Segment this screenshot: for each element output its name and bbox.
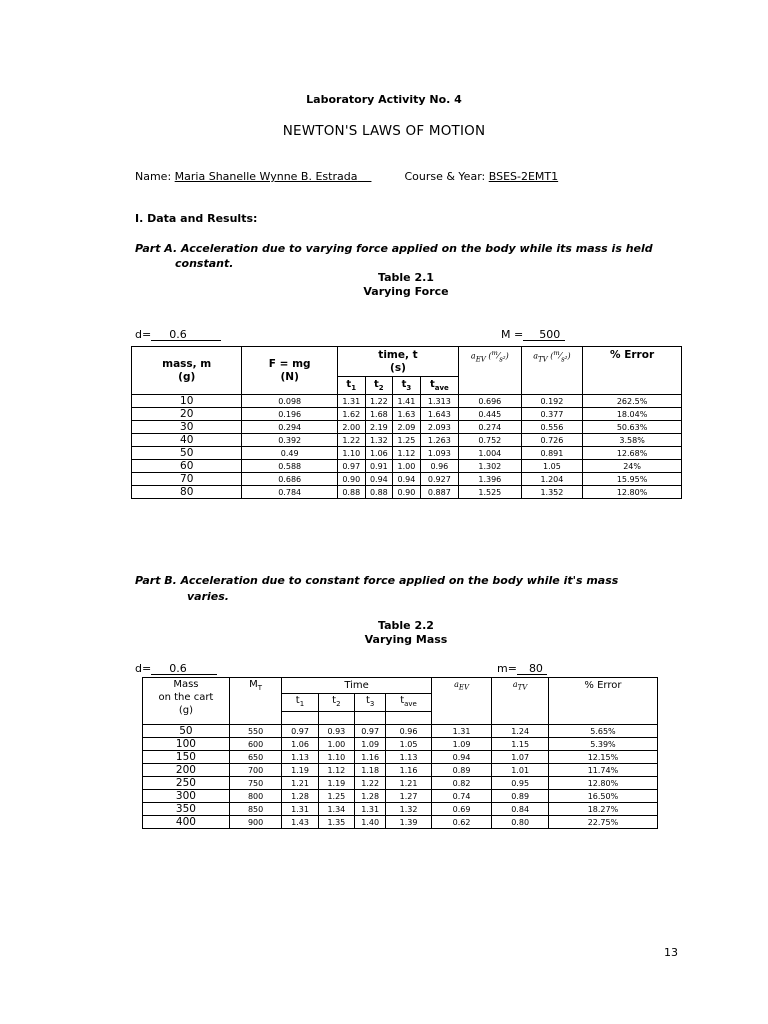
cell-atv: 1.05 xyxy=(521,460,583,473)
cell-force: 0.392 xyxy=(242,434,338,447)
page-number: 13 xyxy=(664,946,678,959)
cell-t3: 1.28 xyxy=(355,790,386,803)
cell-error: 262.5% xyxy=(583,395,682,408)
cell-aev: 1.302 xyxy=(459,460,522,473)
cell-mass: 80 xyxy=(132,486,242,499)
cell-atv: 1.01 xyxy=(492,764,549,777)
cell-t3: 1.63 xyxy=(393,408,421,421)
header-t3: $t_3$ xyxy=(393,377,421,395)
cell-force: 0.098 xyxy=(242,395,338,408)
cell-atv: 0.726 xyxy=(521,434,583,447)
cell-t3: 1.12 xyxy=(393,447,421,460)
cell-aev: 0.89 xyxy=(431,764,492,777)
header-t1: $t_1$ xyxy=(337,377,365,395)
cell-mass: 10 xyxy=(132,395,242,408)
cell-t3: 1.31 xyxy=(355,803,386,816)
name-label: Name: xyxy=(135,170,172,183)
cell-mass: 400 xyxy=(143,816,230,829)
cell-tave: 1.27 xyxy=(386,790,431,803)
cell-tave: 1.39 xyxy=(386,816,431,829)
cell-MT: 600 xyxy=(229,738,282,751)
table-varying-mass xyxy=(142,677,658,829)
cell-atv: 0.891 xyxy=(521,447,583,460)
cell-error: 11.74% xyxy=(548,764,657,777)
cell-MT: 550 xyxy=(229,725,282,738)
cell-tave: 1.21 xyxy=(386,777,431,790)
cell-aev: 0.69 xyxy=(431,803,492,816)
M-value: 500 xyxy=(523,328,565,341)
course-label: Course & Year: xyxy=(404,170,486,183)
cell-t2: 1.10 xyxy=(318,751,354,764)
cell-mass: 50 xyxy=(132,447,242,460)
cell-t2: 0.93 xyxy=(318,725,354,738)
cell-t2: 1.68 xyxy=(365,408,393,421)
header-t2: $t_2$ xyxy=(318,694,354,712)
cell-t1: 1.62 xyxy=(337,408,365,421)
m-value: 80 xyxy=(517,662,547,675)
cell-force: 0.784 xyxy=(242,486,338,499)
cell-error: 5.65% xyxy=(548,725,657,738)
header-mass-on-cart: Mass on the cart (g) xyxy=(143,678,230,725)
table-row xyxy=(143,777,658,790)
cell-atv: 0.192 xyxy=(521,395,583,408)
header-t1: $t_1$ xyxy=(282,694,318,712)
cell-aev: 0.696 xyxy=(459,395,522,408)
cell-error: 12.80% xyxy=(548,777,657,790)
table-row xyxy=(132,408,682,421)
document-title: NEWTON'S LAWS OF MOTION xyxy=(282,123,486,139)
d-label: d= xyxy=(135,328,152,341)
cell-t3: 1.25 xyxy=(393,434,421,447)
cell-MT: 750 xyxy=(229,777,282,790)
cell-t2: 1.22 xyxy=(365,395,393,408)
cell-error: 3.58% xyxy=(583,434,682,447)
cell-mass: 100 xyxy=(143,738,230,751)
cell-error: 18.04% xyxy=(583,408,682,421)
cell-t3: 0.97 xyxy=(355,725,386,738)
cell-aev: 0.74 xyxy=(431,790,492,803)
cell-error: 24% xyxy=(583,460,682,473)
cell-tave: 0.96 xyxy=(386,725,431,738)
cell-t2: 1.12 xyxy=(318,764,354,777)
d-value: 0.6 xyxy=(151,662,217,675)
cell-t1: 1.10 xyxy=(337,447,365,460)
cell-t1: 1.28 xyxy=(282,790,318,803)
cell-tave: 1.13 xyxy=(386,751,431,764)
cell-atv: 0.377 xyxy=(521,408,583,421)
cell-mass: 250 xyxy=(143,777,230,790)
cell-t1: 0.90 xyxy=(337,473,365,486)
table-2-1-number: Table 2.1 xyxy=(378,271,434,284)
cell-mass: 50 xyxy=(143,725,230,738)
part-b-d-field xyxy=(135,662,217,675)
table-row xyxy=(132,421,682,434)
cell-t2: 1.35 xyxy=(318,816,354,829)
cell-t1: 0.88 xyxy=(337,486,365,499)
cell-force: 0.686 xyxy=(242,473,338,486)
cell-t1: 0.97 xyxy=(337,460,365,473)
table-row xyxy=(143,738,658,751)
d-value: 0.6 xyxy=(151,328,221,341)
table-2-2-number: Table 2.2 xyxy=(378,619,434,632)
cell-tave: 0.96 xyxy=(420,460,458,473)
part-a-d-field xyxy=(135,328,221,341)
cell-t1: 1.19 xyxy=(282,764,318,777)
table-row xyxy=(132,473,682,486)
M-label: M = xyxy=(501,328,524,341)
header-atv: $a_{TV}$ $(^m⁄_{s^2})$ xyxy=(521,347,583,395)
cell-aev: 1.525 xyxy=(459,486,522,499)
cell-t1: 1.06 xyxy=(282,738,318,751)
table-row xyxy=(143,725,658,738)
cell-t2: 1.25 xyxy=(318,790,354,803)
cell-error: 15.95% xyxy=(583,473,682,486)
cell-tave: 1.263 xyxy=(420,434,458,447)
cell-atv: 1.07 xyxy=(492,751,549,764)
cell-aev: 1.31 xyxy=(431,725,492,738)
part-a-M-field xyxy=(501,328,565,341)
cell-error: 12.80% xyxy=(583,486,682,499)
cell-error: 12.68% xyxy=(583,447,682,460)
table-varying-force xyxy=(131,346,682,499)
table-row xyxy=(132,486,682,499)
cell-mass: 20 xyxy=(132,408,242,421)
cell-mass: 200 xyxy=(143,764,230,777)
cell-aev: 0.445 xyxy=(459,408,522,421)
cell-error: 22.75% xyxy=(548,816,657,829)
cell-aev: 1.396 xyxy=(459,473,522,486)
part-b-m-field xyxy=(497,662,547,675)
cell-tave: 1.643 xyxy=(420,408,458,421)
cell-tave: 1.32 xyxy=(386,803,431,816)
cell-atv: 0.556 xyxy=(521,421,583,434)
cell-t1: 1.43 xyxy=(282,816,318,829)
header-error: % Error xyxy=(548,678,657,725)
cell-atv: 1.24 xyxy=(492,725,549,738)
part-a-heading-cont: constant. xyxy=(175,257,234,270)
header-mass: mass, m (g) xyxy=(132,347,242,395)
cell-mass: 60 xyxy=(132,460,242,473)
cell-mass: 150 xyxy=(143,751,230,764)
cell-atv: 1.15 xyxy=(492,738,549,751)
cell-mass: 350 xyxy=(143,803,230,816)
part-b-heading: Part B. Acceleration due to constant force applied on the body while it's mass xyxy=(135,574,619,587)
cell-error: 16.50% xyxy=(548,790,657,803)
cell-t3: 1.18 xyxy=(355,764,386,777)
cell-error: 50.63% xyxy=(583,421,682,434)
cell-t2: 1.32 xyxy=(365,434,393,447)
course-value: BSES-2EMT1 xyxy=(488,170,559,183)
cell-t2: 0.94 xyxy=(365,473,393,486)
cell-atv: 0.95 xyxy=(492,777,549,790)
table-row xyxy=(132,434,682,447)
cell-t3: 0.90 xyxy=(393,486,421,499)
cell-error: 5.39% xyxy=(548,738,657,751)
header-time: Time xyxy=(282,678,431,694)
cell-t3: 1.16 xyxy=(355,751,386,764)
cell-aev: 1.09 xyxy=(431,738,492,751)
cell-tave: 1.05 xyxy=(386,738,431,751)
cell-t3: 0.94 xyxy=(393,473,421,486)
cell-t3: 1.09 xyxy=(355,738,386,751)
cell-atv: 0.89 xyxy=(492,790,549,803)
cell-t3: 2.09 xyxy=(393,421,421,434)
name-value: Maria Shanelle Wynne B. Estrada xyxy=(174,170,358,183)
header-t2: $t_2$ xyxy=(365,377,393,395)
cell-aev: 0.82 xyxy=(431,777,492,790)
cell-aev: 0.752 xyxy=(459,434,522,447)
table-row xyxy=(143,816,658,829)
cell-tave: 0.927 xyxy=(420,473,458,486)
cell-aev: 0.274 xyxy=(459,421,522,434)
header-total-mass: $M_T$ xyxy=(229,678,282,725)
cell-t1: 1.13 xyxy=(282,751,318,764)
header-t3: $t_3$ xyxy=(355,694,386,712)
cell-t1: 0.97 xyxy=(282,725,318,738)
cell-mass: 30 xyxy=(132,421,242,434)
cell-error: 18.27% xyxy=(548,803,657,816)
header-atv: $a_{TV}$ xyxy=(492,678,549,725)
cell-t2: 1.34 xyxy=(318,803,354,816)
cell-t2: 0.88 xyxy=(365,486,393,499)
cell-t2: 1.06 xyxy=(365,447,393,460)
header-time: time, t (s) xyxy=(337,347,458,377)
table-row xyxy=(143,751,658,764)
cell-atv: 1.204 xyxy=(521,473,583,486)
cell-MT: 800 xyxy=(229,790,282,803)
cell-aev: 0.94 xyxy=(431,751,492,764)
cell-t2: 1.19 xyxy=(318,777,354,790)
cell-t1: 1.31 xyxy=(337,395,365,408)
header-force: F = mg (N) xyxy=(242,347,338,395)
cell-tave: 1.093 xyxy=(420,447,458,460)
cell-MT: 650 xyxy=(229,751,282,764)
cell-force: 0.196 xyxy=(242,408,338,421)
cell-tave: 1.16 xyxy=(386,764,431,777)
table-row xyxy=(143,764,658,777)
cell-t2: 2.19 xyxy=(365,421,393,434)
header-aev: $a_{EV}$ $(^m⁄_{s^2})$ xyxy=(459,347,522,395)
table-row xyxy=(143,790,658,803)
part-a-heading: Part A. Acceleration due to varying force applied on the body while its mass is held xyxy=(135,242,653,255)
cell-mass: 40 xyxy=(132,434,242,447)
part-b-heading-cont: varies. xyxy=(187,590,229,603)
cell-MT: 900 xyxy=(229,816,282,829)
cell-t2: 0.91 xyxy=(365,460,393,473)
cell-tave: 0.887 xyxy=(420,486,458,499)
cell-aev: 1.004 xyxy=(459,447,522,460)
table-2-1-title: Varying Force xyxy=(363,285,449,298)
header-tave: $t_{ave}$ xyxy=(386,694,431,712)
header-error: % Error xyxy=(583,347,682,395)
cell-MT: 700 xyxy=(229,764,282,777)
m-label: m= xyxy=(497,662,517,675)
header-aev: $a_{EV}$ xyxy=(431,678,492,725)
cell-force: 0.49 xyxy=(242,447,338,460)
cell-t1: 1.31 xyxy=(282,803,318,816)
cell-error: 12.15% xyxy=(548,751,657,764)
cell-force: 0.588 xyxy=(242,460,338,473)
section-title: I. Data and Results: xyxy=(135,212,258,225)
table-row xyxy=(143,803,658,816)
cell-atv: 0.84 xyxy=(492,803,549,816)
cell-force: 0.294 xyxy=(242,421,338,434)
cell-atv: 0.80 xyxy=(492,816,549,829)
cell-tave: 1.313 xyxy=(420,395,458,408)
cell-tave: 2.093 xyxy=(420,421,458,434)
cell-t3: 1.40 xyxy=(355,816,386,829)
cell-t3: 1.41 xyxy=(393,395,421,408)
cell-t2: 1.00 xyxy=(318,738,354,751)
student-info xyxy=(135,170,558,183)
table-row xyxy=(132,395,682,408)
cell-mass: 300 xyxy=(143,790,230,803)
cell-t1: 1.21 xyxy=(282,777,318,790)
cell-aev: 0.62 xyxy=(431,816,492,829)
header-tave: $t_{ave}$ xyxy=(420,377,458,395)
cell-t1: 2.00 xyxy=(337,421,365,434)
d-label: d= xyxy=(135,662,152,675)
cell-t3: 1.00 xyxy=(393,460,421,473)
cell-MT: 850 xyxy=(229,803,282,816)
cell-t3: 1.22 xyxy=(355,777,386,790)
cell-t1: 1.22 xyxy=(337,434,365,447)
lab-activity-title: Laboratory Activity No. 4 xyxy=(306,93,462,106)
table-row xyxy=(132,447,682,460)
cell-atv: 1.352 xyxy=(521,486,583,499)
table-row xyxy=(132,460,682,473)
cell-mass: 70 xyxy=(132,473,242,486)
table-2-2-title: Varying Mass xyxy=(364,633,448,646)
